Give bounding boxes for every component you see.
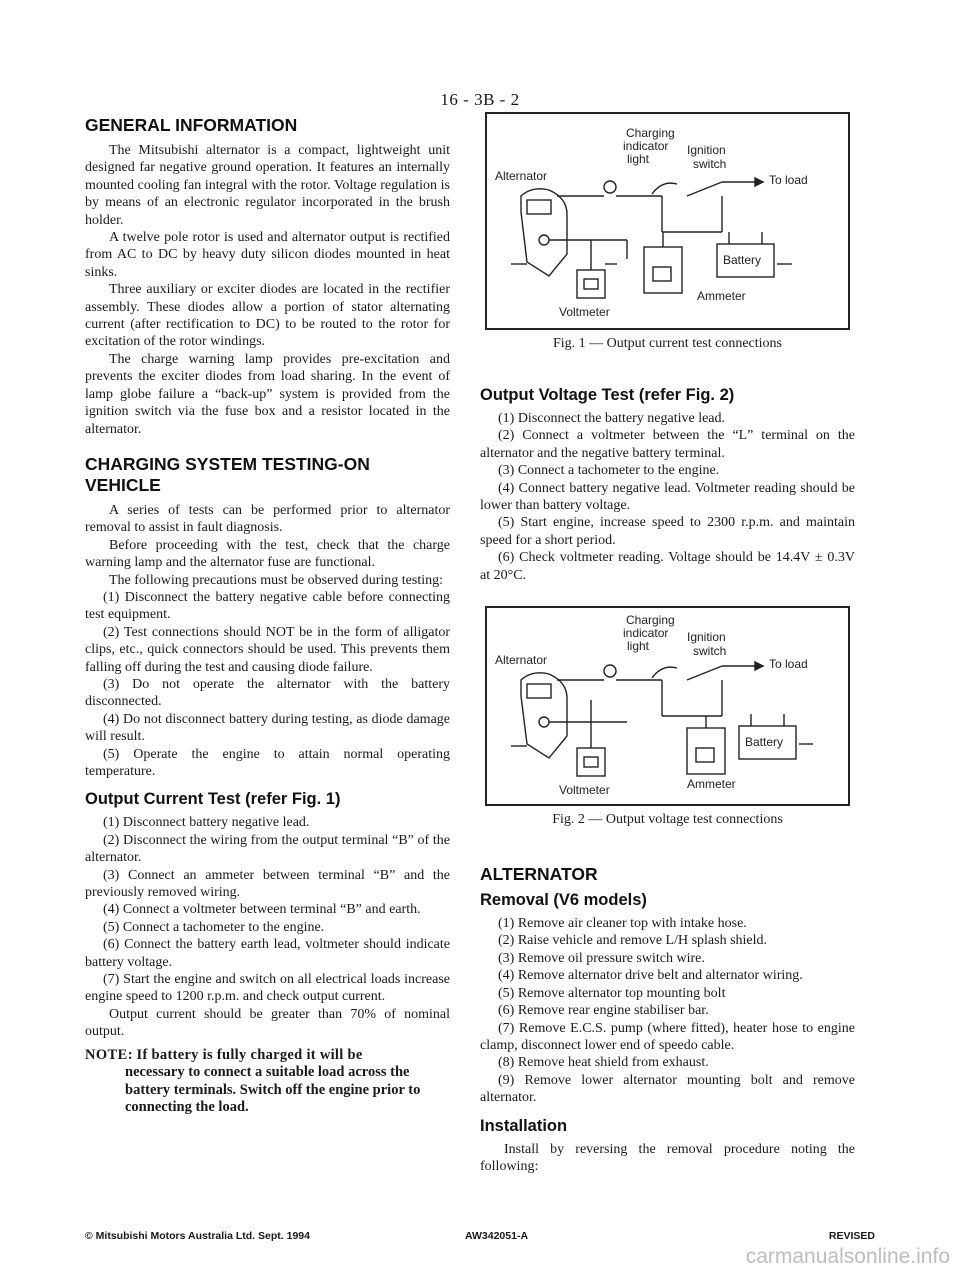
alternator-fan (527, 200, 551, 214)
precaution-step: (1) Disconnect the battery negative cable before connecting test equipment. (85, 589, 450, 623)
note (85, 1047, 450, 1117)
alternator-symbol (521, 189, 567, 276)
label-charging: Charging (626, 126, 675, 140)
output-current-test-heading: Output Current Test (refer Fig. 1) (85, 790, 341, 809)
alternator-heading: ALTERNATOR (480, 864, 598, 885)
precaution-step: (2) Test connections should NOT be in the form of alligator clips, etc., quick connectors should be used. This prevents them falling off during the test and causing diode failure. (85, 624, 450, 675)
label-voltmeter: Voltmeter (559, 783, 610, 798)
alternator-fan (527, 684, 551, 698)
note-first-line: If battery is fully charged it will be (136, 1046, 363, 1063)
label-switch: switch (693, 157, 727, 171)
label-ammeter: Ammeter (687, 777, 736, 792)
removal-step: (5) Remove alternator top mounting bolt (498, 985, 726, 1001)
removal-step: (7) Remove E.C.S. pump (where fitted), heater hose to engine clamp, disconnect lower end of speedo cable. (480, 1020, 855, 1053)
charging-system-heading: CHARGING SYSTEM TESTING-ON VEHICLE (85, 453, 370, 495)
removal-step: (1) Remove air cleaner top with intake hose. (498, 916, 747, 932)
ignition-switch (652, 667, 677, 678)
label-ignition: Ignition (687, 143, 726, 157)
alternator-symbol (521, 673, 567, 758)
label-alternator: Alternator (495, 169, 548, 183)
removal-step: (3) Remove oil pressure switch wire. (498, 950, 705, 966)
voltage-test-step: (6) Check voltmeter reading. Voltage should be 14.4V ± 0.3V at 20°C. (480, 550, 855, 583)
note-label: NOTE: (85, 1046, 133, 1063)
removal-step: (9) Remove lower alternator mounting bolt and remove alternator. (480, 1072, 855, 1106)
general-paragraph: The Mitsubishi alternator is a compact, lightweight unit designed far negative ground operation. It features an internally mounted cooling fan integral with the rotor. Voltage regulation is by means of an electronic regulator incorporated in the brush holder. (85, 143, 450, 228)
general-paragraph: The charge warning lamp provides pre-excitation and prevents the exciter diodes from load sharing. In the event of lamp globe failure a “back-up” system is provided from the ignition switch via the fuse box and a resistor located in the alternator. (85, 351, 450, 437)
label-to-load: To load (769, 657, 808, 672)
right-column (480, 112, 855, 1175)
voltage-test-step: (1) Disconnect the battery negative lead. (498, 411, 726, 426)
voltmeter-box (577, 270, 605, 298)
precaution-step: (5) Operate the engine to attain normal operating temperature. (85, 746, 450, 779)
removal-step: (8) Remove heat shield from exhaust. (498, 1055, 709, 1071)
output-voltage-test-heading: Output Voltage Test (refer Fig. 2) (480, 386, 735, 404)
general-paragraph: A twelve pole rotor is used and alternator output is rectified from AC to DC by heavy duty silicon diodes mounted in heat sinks. (85, 230, 450, 280)
note-text: necessary to connect a suitable load across the battery terminals. Switch off the engine prior to connecting the load. (125, 1064, 421, 1115)
label-to-load: To load (769, 173, 808, 187)
voltage-test-step: (2) Connect a voltmeter between the “L” terminal on the alternator and the negative battery terminal. (480, 428, 855, 461)
voltage-test-step: (4) Connect battery negative lead. Voltmeter reading should be lower than battery voltage. (480, 480, 855, 514)
ammeter-box (644, 247, 682, 293)
current-test-closing: Output current should be greater than 70% of nominal output. (85, 1006, 450, 1040)
removal-heading: Removal (V6 models) (480, 891, 647, 910)
label-light: light (627, 639, 650, 654)
charging-paragraph: Before proceeding with the test, check that the charge warning lamp and the alternator fuse are functional. (85, 537, 450, 571)
current-test-step: (3) Connect an ammeter between terminal “B” and the previously removed wiring. (85, 867, 450, 901)
charging-paragraph: The following precautions must be observed during testing: (109, 572, 443, 588)
ignition-switch (652, 183, 677, 194)
footer (85, 1230, 875, 1246)
label-charging: Charging (626, 613, 675, 628)
general-information-heading: GENERAL INFORMATION (85, 115, 298, 135)
footer-copyright: © Mitsubishi Motors Australia Ltd. Sept. 1994 (85, 1230, 310, 1242)
voltmeter-box (577, 748, 605, 776)
current-test-step: (5) Connect a tachometer to the engine. (103, 919, 325, 935)
ammeter-box (687, 728, 725, 774)
removal-step: (4) Remove alternator drive belt and alternator wiring. (498, 968, 803, 984)
footer-code: AW342051-A (465, 1230, 529, 1242)
alternator-terminal (539, 235, 549, 245)
figure-2 (485, 606, 850, 806)
current-test-step: (6) Connect the battery earth lead, voltmeter should indicate battery voltage. (85, 937, 450, 970)
voltage-test-step: (5) Start engine, increase speed to 2300 r.p.m. and maintain speed for a short period. (480, 515, 855, 548)
figure-1 (485, 112, 850, 330)
left-column (85, 115, 450, 1116)
general-paragraph: Three auxiliary or exciter diodes are located in the rectifier assembly. These diodes allow a portion of stator alternating current (after rectification to DC) to be routed to the rotor for excitation of the rotor windings. (85, 282, 450, 350)
removal-step: (6) Remove rear engine stabiliser bar. (498, 1003, 709, 1019)
label-light: light (627, 152, 650, 166)
label-indicator: indicator (623, 626, 669, 641)
precaution-step: (3) Do not operate the alternator with the battery disconnected. (85, 676, 450, 710)
label-switch: switch (693, 644, 727, 659)
label-ignition: Ignition (687, 630, 726, 645)
indicator-lamp (604, 181, 616, 193)
charging-paragraph: A series of tests can be performed prior to alternator removal to assist in fault diagnosis. (85, 502, 450, 536)
precaution-step: (4) Do not disconnect battery during testing, as diode damage will result. (85, 711, 450, 745)
current-test-step: (1) Disconnect battery negative lead. (103, 815, 310, 831)
voltage-test-step: (3) Connect a tachometer to the engine. (498, 463, 720, 479)
label-battery: Battery (745, 735, 784, 750)
indicator-lamp (604, 665, 616, 677)
installation-text: Install by reversing the removal procedure noting the following: (480, 1141, 855, 1174)
label-ammeter: Ammeter (697, 289, 746, 303)
footer-status: REVISED (828, 1230, 875, 1242)
removal-step: (2) Raise vehicle and remove L/H splash shield. (498, 933, 768, 949)
label-battery: Battery (723, 253, 762, 267)
figure-1-caption: Fig. 1 — Output current test connections (552, 336, 783, 351)
installation-heading: Installation (480, 1116, 568, 1135)
label-indicator: indicator (623, 139, 669, 153)
alternator-terminal (539, 717, 549, 727)
current-test-step: (7) Start the engine and switch on all electrical loads increase engine speed to 1200 r.p.m. and check output current. (85, 972, 450, 1005)
current-test-step: (2) Disconnect the wiring from the output terminal “B” of the alternator. (85, 832, 450, 866)
label-alternator: Alternator (495, 653, 548, 668)
watermark: carmanualsonline.info (745, 1245, 950, 1268)
label-voltmeter: Voltmeter (559, 305, 610, 319)
page-number: 16 - 3B - 2 (440, 90, 520, 109)
current-test-step: (4) Connect a voltmeter between terminal “B” and earth. (103, 902, 421, 918)
figure-2-caption: Fig. 2 — Output voltage test connections (552, 812, 783, 828)
